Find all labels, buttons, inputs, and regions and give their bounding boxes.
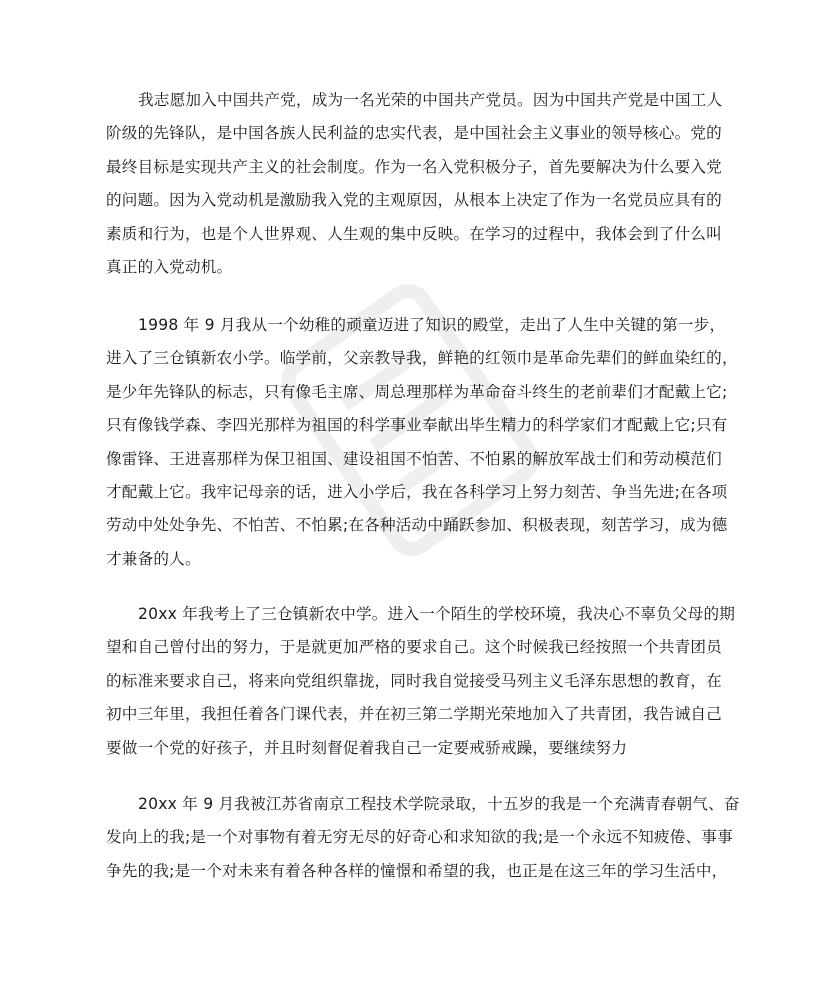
text-line: 发向上的我;是一个对事物有着无穷无尽的好奇心和求知欲的我;是一个永远不知疲倦、事事: [106, 828, 733, 847]
text-line: 只有像钱学森、李四光那样为祖国的科学事业奉献出毕生精力的科学家们才配戴上它;只有: [106, 416, 728, 435]
text-line: 才兼备的人。: [106, 549, 201, 568]
text-line: 最终目标是实现共产主义的社会制度。作为一名入党积极分子，首先要解决为什么要入党: [106, 157, 722, 176]
text-line: 争先的我;是一个对未来有着各种各样的憧憬和希望的我，也正是在这三年的学习生活中，: [106, 861, 728, 880]
text-line: 我志愿加入中国共产党，成为一名光荣的中国共产党员。因为中国共产党是中国工人: [138, 91, 723, 109]
text-line: 初中三年里，我担任着各门课代表，并在初三第二学期光荣地加入了共青团，我告诫自己: [106, 705, 722, 724]
text-line: 阶级的先锋队，是中国各族人民利益的忠实代表，是中国社会主义事业的领导核心。党的: [106, 124, 722, 143]
text-line: 20xx 年 9 月我被江苏省南京工程技术学院录取，十五岁的我是一个充满青春朝气、奋: [138, 795, 740, 813]
text-line: 进入了三仓镇新农小学。临学前，父亲教导我，鲜艳的红领巾是革命先辈们的鲜血染红的，: [106, 349, 738, 368]
text-line: 劳动中处处争先、不怕苦、不怕累;在各种活动中踊跃参加、积极表现，刻苦学习，成为德: [106, 516, 728, 535]
text-line: 才配戴上它。我牢记母亲的话，进入小学后，我在各科学习上努力刻苦、争当先进;在各项: [106, 483, 728, 502]
paragraph-3: [106, 598, 736, 765]
text-line: 素质和行为，也是个人世界观、人生观的集中反映。在学习的过程中，我体会到了什么叫: [106, 224, 722, 243]
text-line: 像雷锋、王进喜那样为保卫祖国、建设祖国不怕苦、不怕累的解放军战士们和劳动模范们: [106, 449, 722, 468]
text-line: 是少年先锋队的标志，只有像毛主席、周总理那样为革命奋斗终生的老前辈们才配戴上它;: [106, 382, 728, 401]
paragraph-4: [106, 788, 740, 888]
text-line: 的标准来要求自己，将来向党组织靠拢，同时我自觉接受马列主义毛泽东思想的教育，在: [106, 671, 722, 690]
text-line: 要做一个党的好孩子，并且时刻督促着我自己一定要戒骄戒躁，要继续努力: [106, 738, 628, 757]
text-line: 20xx 年我考上了三仓镇新农中学。进入一个陌生的学校环境，我决心不辜负父母的期: [138, 605, 736, 623]
paragraph-2: [106, 309, 738, 576]
paragraph-1: [106, 84, 726, 284]
text-line: 望和自己曾付出的努力，于是就更加严格的要求自己。这个时候我已经按照一个共青团员: [106, 638, 722, 657]
text-line: 的问题。因为入党动机是激励我入党的主观原因，从根本上决定了作为一名党员应具有的: [106, 191, 722, 210]
text-line: 1998 年 9 月我从一个幼稚的顽童迈进了知识的殿堂，走出了人生中关键的第一步，: [138, 316, 726, 334]
text-line: 真正的入党动机。: [106, 258, 233, 277]
